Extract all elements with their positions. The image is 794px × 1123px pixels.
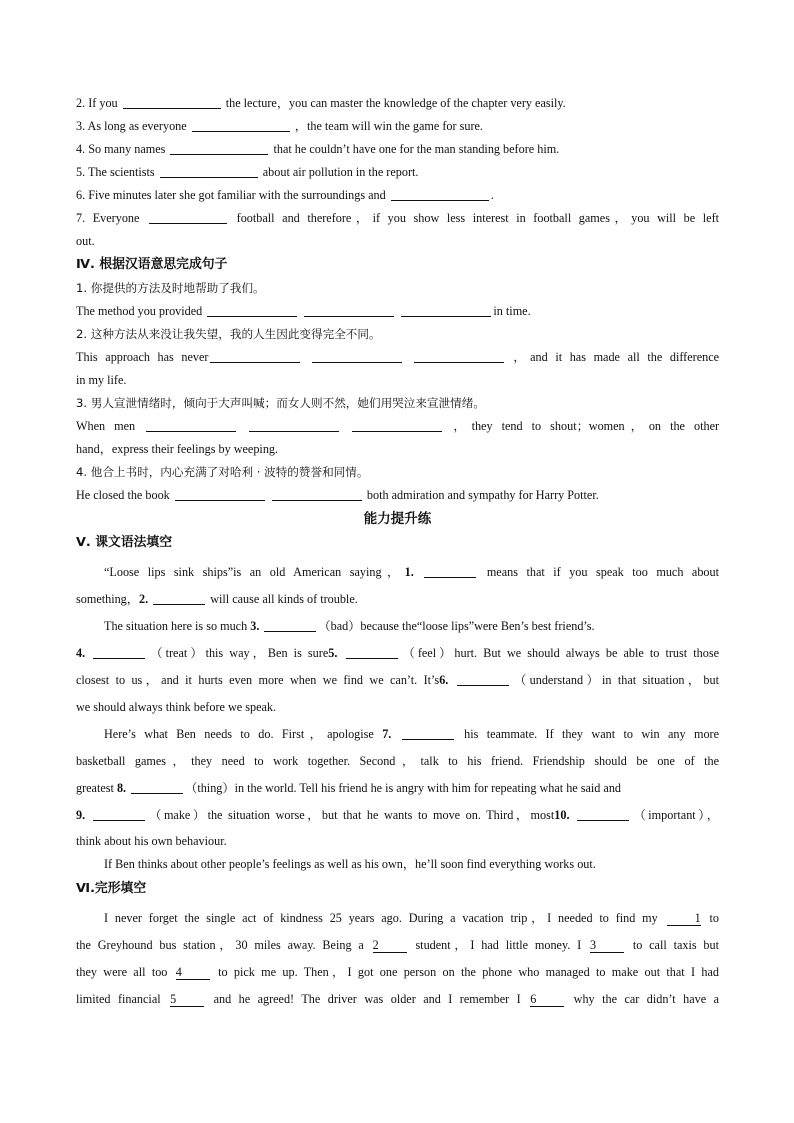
answer-blank[interactable] [249,419,339,432]
sentence-item-4 [76,138,719,161]
passage-text: to call taxis but [632,938,719,952]
sentence-text: in time. [493,304,531,318]
answer-blank[interactable] [170,142,268,155]
sentence-text: 3. As long as everyone [76,119,187,133]
passage-text: （bad）because the“loose lips”were Ben’s best friend’s. [318,619,595,633]
sentence-item-5 [76,161,719,184]
blank-number: 2. [138,592,149,606]
sentence-item-7 [76,207,719,230]
passage-line [76,721,719,748]
passage-line: If Ben thinks about other people’s feelings as well as his own，he’ll soon find everything works out. [104,857,596,871]
section-heading-6: Ⅵ.完形填空 [76,881,147,896]
passage-text: The situation here is so much [104,619,248,633]
blank-number: 9. [76,808,86,822]
blank-number: 1. [404,565,414,579]
cloze-blank-2[interactable]: 2 [373,939,407,953]
answer-blank[interactable] [149,211,227,224]
translation-prompt-4: 4. 他合上书时，内心充满了对哈利 · 波特的赞誉和同情。 [76,465,369,479]
passage-text: to [709,911,719,925]
sentence-text: ，the team will win the game for sure. [294,119,483,133]
sentence-text: . [490,188,494,202]
answer-blank[interactable] [402,727,454,740]
blank-number: 5. [328,646,338,660]
passage-line [76,586,719,613]
sentence-text: When men [76,419,136,433]
sentence-text: 2. If you [76,96,118,110]
answer-blank[interactable] [160,165,258,178]
sentence-text: both admiration and sympathy for Harry Potter. [366,488,599,502]
answer-blank[interactable] [146,419,236,432]
passage-line: think about his own behaviour. [76,834,227,848]
answer-blank[interactable] [123,96,221,109]
sentence-text: ，and it has made all the difference [513,350,719,364]
passage-text: the Greyhound bus station，30 miles away. Being a [76,938,364,952]
translation-answer-1 [76,300,719,323]
sentence-text: He closed the book [76,488,170,502]
answer-blank[interactable] [192,119,290,132]
cloze-passage [76,905,719,1013]
passage-text: （treat）this way，Ben is sure [147,646,329,660]
blank-number: 4. [76,646,86,660]
answer-blank[interactable] [272,488,362,501]
blank-number: 7. [382,727,392,741]
translation-answer-3-cont: hand，express their feelings by weeping. [76,442,279,456]
passage-text: I never forget the single act of kindness 25 years ago. During a vacation trip，I needed to find my [104,911,658,925]
sentence-text: that he couldn’t have one for the man standing before him. [273,142,560,156]
answer-blank[interactable] [312,350,402,363]
answer-blank[interactable] [175,488,265,501]
grammar-passage [76,559,719,875]
passage-text: closest to us，and it hurts even more when we find we can’t. It’s [76,673,440,687]
answer-blank[interactable] [577,808,629,821]
passage-text: （thing）in the world. Tell his friend he is angry with him for repeating what he said and [185,781,622,795]
passage-line [76,640,719,667]
sentence-item-3 [76,115,719,138]
answer-blank[interactable] [207,304,297,317]
passage-text: greatest [76,781,114,795]
passage-text: （understand）in that situation，but [510,673,719,687]
cloze-blank-1[interactable]: 1 [667,912,701,926]
passage-line [76,905,719,932]
passage-line [76,986,719,1013]
passage-text: why the car didn’t have a [573,992,719,1006]
passage-line [76,667,719,694]
answer-blank[interactable] [304,304,394,317]
sentence-text: ，they tend to shout；women，on the other [453,419,719,433]
sentence-text: football and therefore，if you show less interest in football games，you will be left [236,211,719,225]
section-heading-5: Ⅴ. 课文语法填空 [76,535,173,550]
sentence-item-6 [76,184,719,207]
answer-blank[interactable] [457,673,509,686]
sentence-text: This approach has never [76,350,209,364]
sentence-text: 4. So many names [76,142,166,156]
passage-text: to pick me up. Then，I got one person on the phone who managed to make out that I had [218,965,719,979]
blank-number: 6. [439,673,449,687]
translation-prompt-1: 1. 你提供的方法及时地帮助了我们。 [76,281,265,295]
sentence-item-2 [76,92,719,115]
answer-blank[interactable] [401,304,491,317]
passage-line [76,802,719,829]
blank-number: 8. [116,781,127,795]
answer-blank[interactable] [352,419,442,432]
answer-blank[interactable] [153,592,205,605]
cloze-blank-3[interactable]: 3 [590,939,624,953]
blank-number: 3. [250,619,260,633]
translation-answer-2 [76,346,719,369]
passage-text: Here’s what Ben needs to do. First，apologise [104,727,374,741]
worksheet-page [76,92,719,1013]
sentence-item-7-cont: out. [76,234,95,248]
sentence-text: 6. Five minutes later she got familiar with the surroundings and [76,188,386,202]
passage-line [76,932,719,959]
cloze-blank-4[interactable]: 4 [176,966,210,980]
passage-text: his teammate. If they want to win any more [464,727,719,741]
translation-answer-4 [76,484,719,507]
passage-text: they were all too [76,965,168,979]
center-section-title: 能力提升练 [363,511,432,527]
translation-prompt-3: 3. 男人宣泄情绪时，倾向于大声叫喊；而女人则不然，她们用哭泣来宣泄情绪。 [76,396,485,410]
passage-text: will cause all kinds of trouble. [210,592,358,606]
passage-text: something， [76,592,139,606]
sentence-text: 7. Everyone [76,211,140,225]
answer-blank[interactable] [414,350,504,363]
translation-answer-2-cont: in my life. [76,373,127,387]
sentence-text: 5. The scientists [76,165,155,179]
sentence-text: the lecture，you can master the knowledge of the chapter very easily. [225,96,566,110]
answer-blank[interactable] [93,808,145,821]
sentence-text: about air pollution in the report. [262,165,419,179]
blank-number: 10. [554,808,570,822]
answer-blank[interactable] [424,565,476,578]
passage-text: limited financial [76,992,161,1006]
answer-blank[interactable] [93,646,145,659]
sentence-text: The method you provided [76,304,203,318]
passage-line [76,775,719,802]
passage-text: and he agreed! The driver was older and I remember I [213,992,521,1006]
section-heading-4: Ⅳ. 根据汉语意思完成句子 [76,257,228,272]
translation-answer-3 [76,415,719,438]
passage-text: student，I had little money. I [415,938,582,952]
passage-text: （make）the situation worse，but that he wants to move on. Third，most [146,808,555,822]
answer-blank[interactable] [210,350,300,363]
answer-blank[interactable] [131,781,183,794]
answer-blank[interactable] [391,188,489,201]
passage-text: （feel）hurt. But we should always be able to trust those [399,646,719,660]
answer-blank[interactable] [346,646,398,659]
passage-text: （important）， [631,808,719,822]
passage-text: “Loose lips sink ships”is an old American saying， [104,565,405,579]
answer-blank[interactable] [264,619,316,632]
passage-text: means that if you speak too much about [486,565,719,579]
passage-line [76,613,719,640]
cloze-blank-5[interactable]: 5 [170,993,204,1007]
passage-line [76,959,719,986]
cloze-blank-6[interactable]: 6 [530,993,564,1007]
passage-line: we should always think before we speak. [76,700,277,714]
passage-line [76,559,719,586]
translation-prompt-2: 2. 这种方法从来没让我失望，我的人生因此变得完全不同。 [76,327,381,341]
passage-line: basketball games，they need to work together. Second，talk to his friend. Friendship should be one of the [76,754,719,768]
